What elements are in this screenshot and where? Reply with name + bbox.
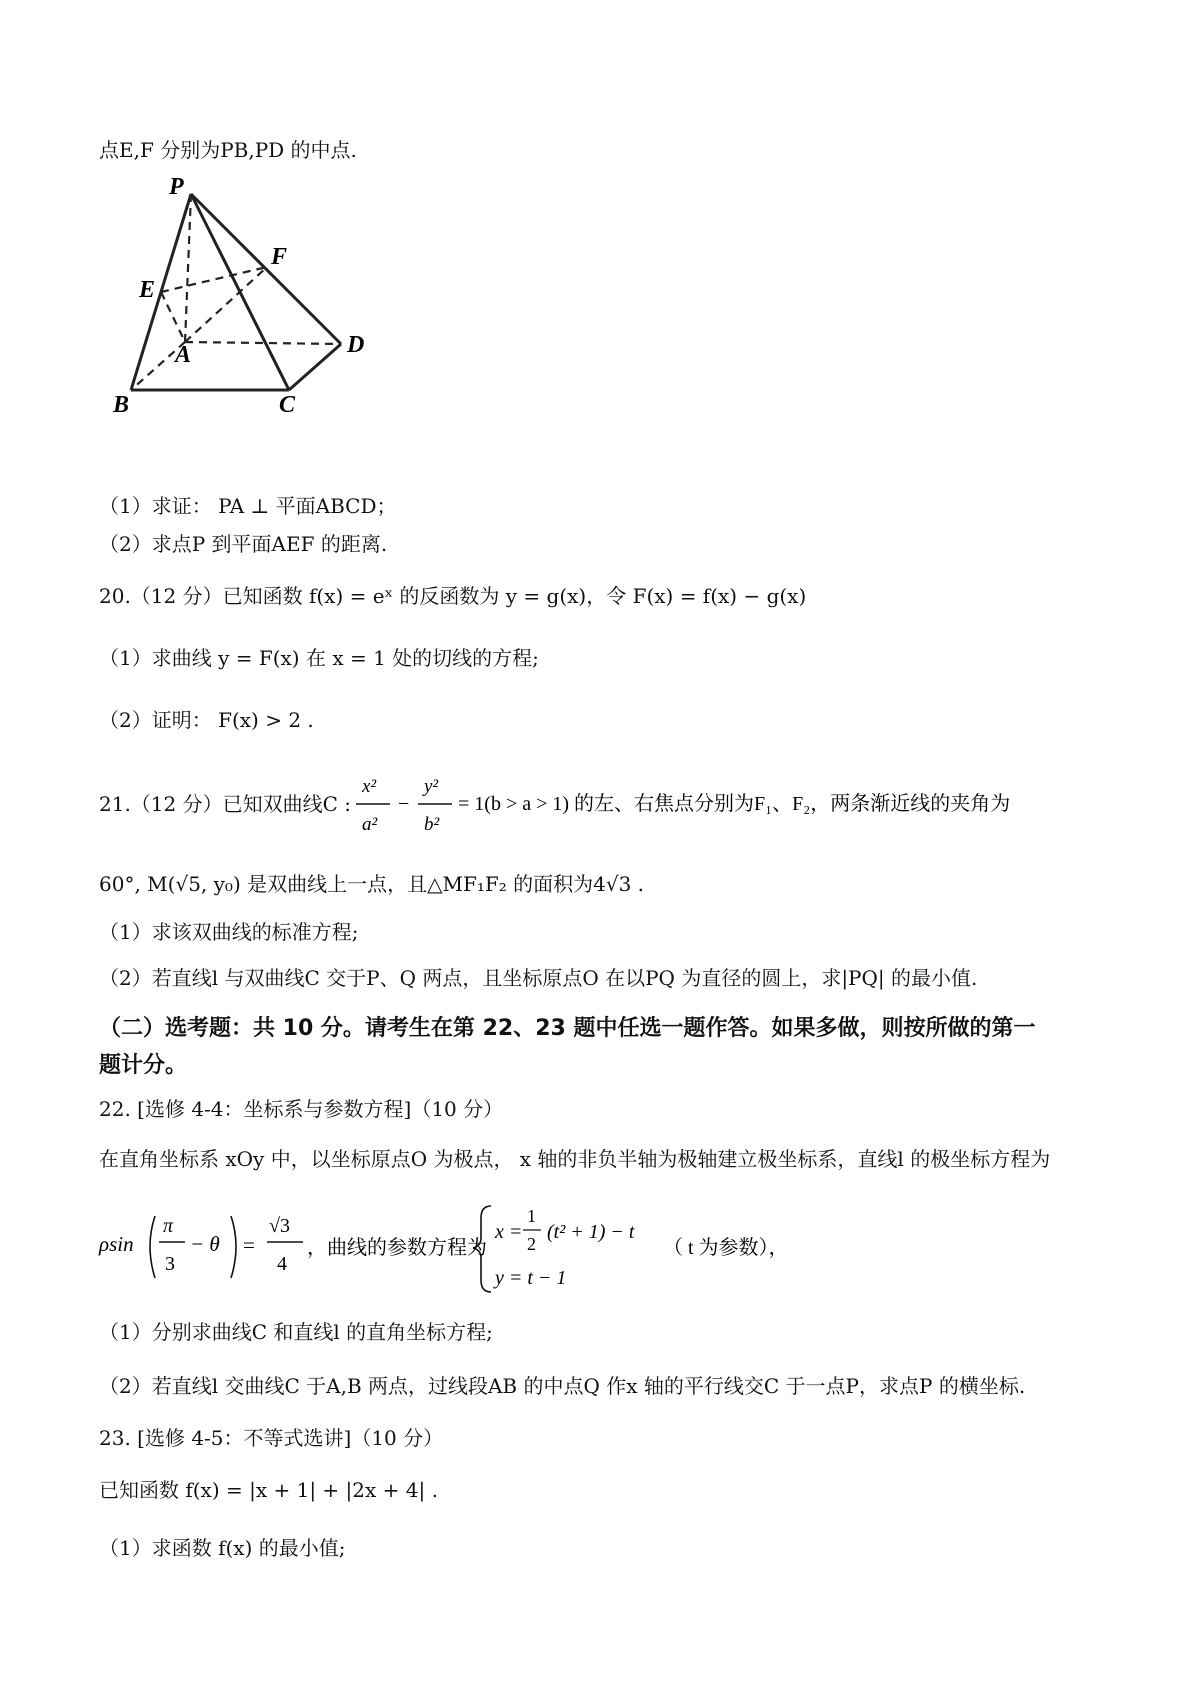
q21-equation xyxy=(350,764,1170,842)
label-P: P xyxy=(169,178,184,200)
svg-text:=: = xyxy=(243,1233,255,1257)
svg-text:3: 3 xyxy=(165,1253,175,1275)
intro-text: 点E,F 分别为PB,PD 的中点. xyxy=(99,138,357,162)
svg-text:4: 4 xyxy=(277,1253,287,1275)
edge-PA xyxy=(185,194,191,342)
q22-part2: （2）若直线l 交曲线C 于A,B 两点，过线段AB 的中点Q 作x 轴的平行线交C 于一点P，求点P 的横坐标. xyxy=(99,1374,1026,1398)
q21-stem-lead: 21.（12 分）已知双曲线C : xyxy=(99,792,352,816)
q22-title: 22. [选修 4-4：坐标系与参数方程]（10 分） xyxy=(99,1097,504,1121)
svg-text:x =: x = xyxy=(495,1221,523,1243)
segment-EA xyxy=(161,292,185,342)
svg-text:−: − xyxy=(398,793,410,815)
q19-part2: （2）求点P 到平面AEF 的距离. xyxy=(99,532,388,556)
label-B: B xyxy=(113,392,130,418)
svg-text:，曲线的参数方程为: ，曲线的参数方程为 xyxy=(307,1237,487,1259)
label-E: E xyxy=(139,277,156,303)
svg-text:π: π xyxy=(163,1215,174,1237)
svg-text:(t² + 1) − t: (t² + 1) − t xyxy=(547,1221,635,1243)
q20-part2: （2）证明： F(x) > 2 . xyxy=(99,708,314,732)
svg-text:y = t − 1: y = t − 1 xyxy=(495,1267,567,1289)
q22-equations xyxy=(95,1198,795,1298)
svg-text:a²: a² xyxy=(362,814,378,835)
q20-stem: 20.（12 分）已知函数 f(x) = eˣ 的反函数为 y = g(x)，令 F(x) = f(x) − g(x) xyxy=(99,584,807,608)
edge-CD xyxy=(289,344,341,390)
section-heading-1: （二）选考题：共 10 分。请考生在第 22、23 题中任选一题作答。如果多做，则按所做的第一 xyxy=(99,1016,1036,1041)
segment-EF xyxy=(161,267,267,292)
q20-part1: （1）求曲线 y = F(x) 在 x = 1 处的切线的方程; xyxy=(99,646,539,670)
q19-part1: （1）求证： PA ⊥ 平面ABCD； xyxy=(99,494,397,518)
segment-AF xyxy=(185,267,267,342)
svg-text:2: 2 xyxy=(527,1234,536,1254)
q22-stem: 在直角坐标系 xOy 中，以坐标原点O 为极点， x 轴的非负半轴为极轴建立极坐标系，直线l 的极坐标方程为 xyxy=(99,1147,1051,1171)
label-A: A xyxy=(175,342,192,368)
pyramid-figure xyxy=(99,178,419,458)
label-C: C xyxy=(279,392,296,418)
section-heading-2: 题计分。 xyxy=(99,1053,188,1078)
svg-text:x²: x² xyxy=(362,776,377,797)
q21-part2: （2）若直线l 与双曲线C 交于P、Q 两点，且坐标原点O 在以PQ 为直径的圆上，求|PQ| 的最小值. xyxy=(99,966,978,990)
svg-text:ρsin: ρsin xyxy=(99,1232,134,1256)
svg-text:√3: √3 xyxy=(269,1215,290,1237)
svg-text:y²: y² xyxy=(424,776,439,797)
svg-text:= 1(b > a > 1) 的左、右焦点分别为F₁、F₂，: = 1(b > a > 1) 的左、右焦点分别为F₁、F₂，两条渐近线的夹角为 xyxy=(458,793,1011,815)
svg-text:− θ: − θ xyxy=(190,1232,220,1256)
q22-part1: （1）分别求曲线C 和直线l 的直角坐标方程; xyxy=(99,1320,493,1344)
q21-part1: （1）求该双曲线的标准方程; xyxy=(99,920,359,944)
svg-text:b²: b² xyxy=(424,814,440,835)
edge-AD xyxy=(185,342,341,344)
q21-stem-continued: 60°, M(√5, y₀) 是双曲线上一点，且△MF₁F₂ 的面积为4√3 . xyxy=(99,872,645,896)
label-F: F xyxy=(271,244,288,270)
q23-stem: 已知函数 f(x) = |x + 1| + |2x + 4| . xyxy=(99,1478,438,1502)
svg-text:1: 1 xyxy=(527,1206,536,1226)
label-D: D xyxy=(347,332,365,358)
q23-part1: （1）求函数 f(x) 的最小值; xyxy=(99,1536,346,1560)
q23-title: 23. [选修 4-5：不等式选讲]（10 分） xyxy=(99,1426,444,1450)
svg-text:（ t 为参数），: （ t 为参数）， xyxy=(663,1237,789,1259)
edge-PD xyxy=(191,194,341,344)
